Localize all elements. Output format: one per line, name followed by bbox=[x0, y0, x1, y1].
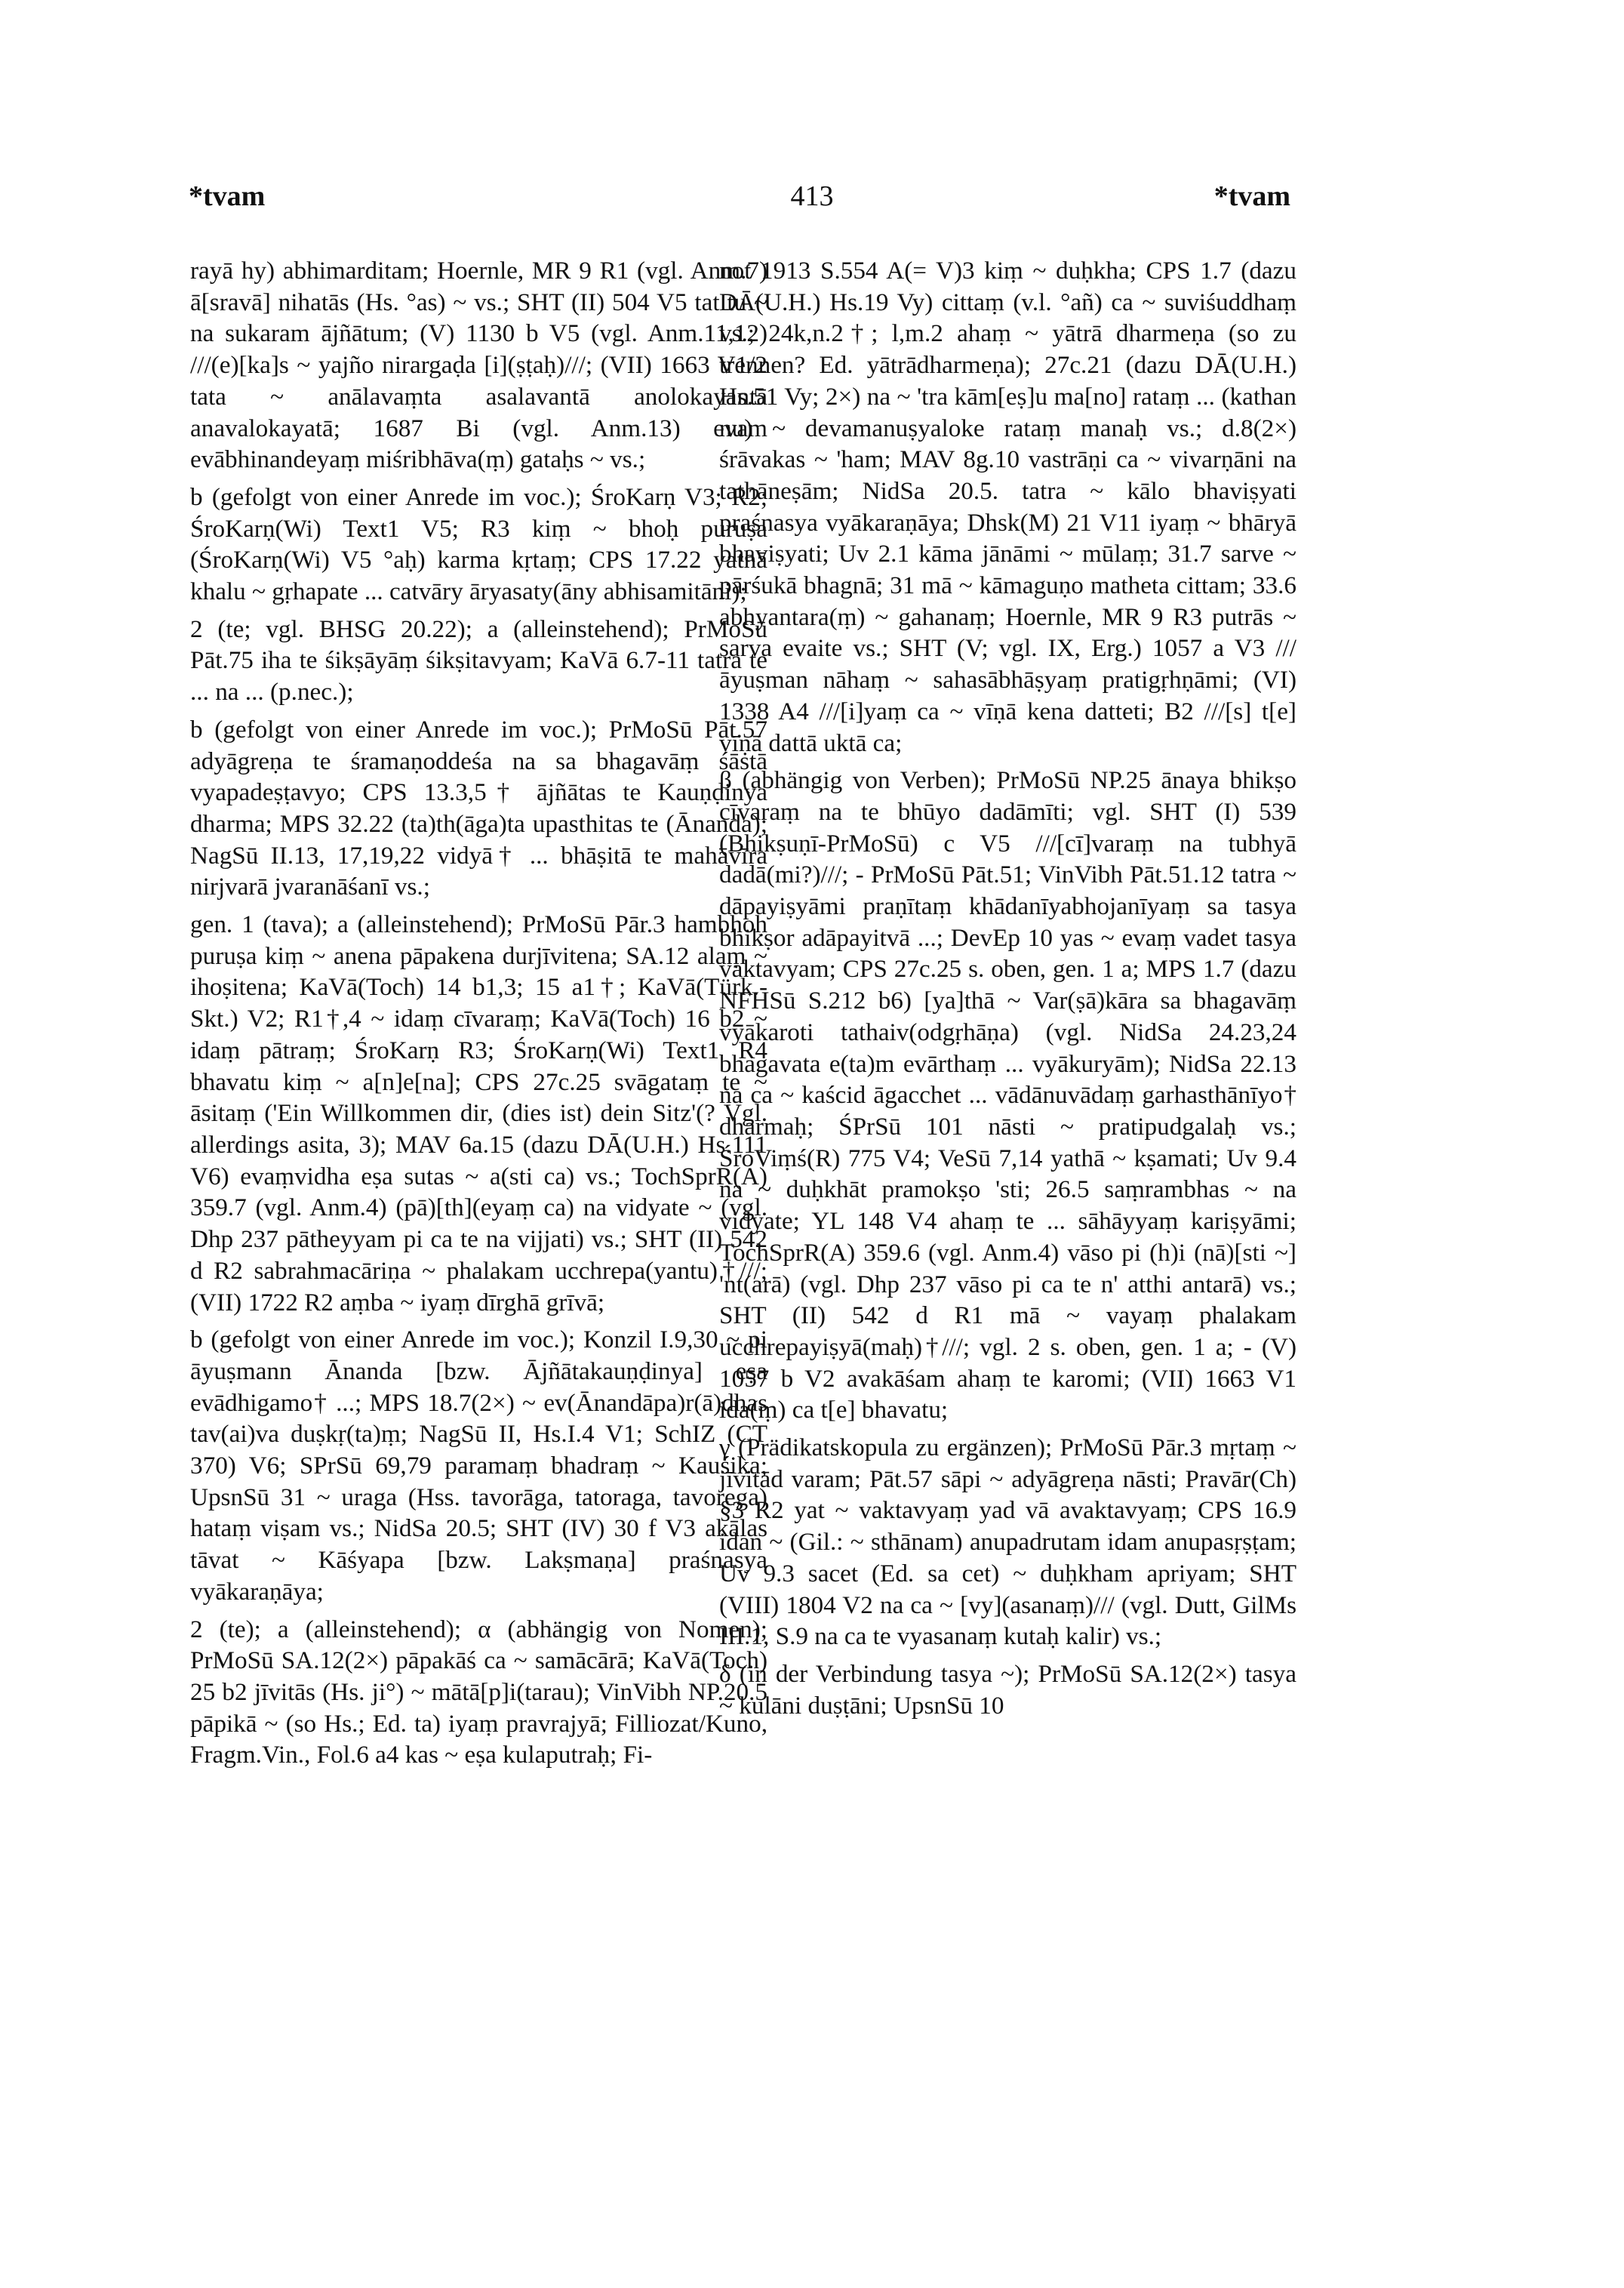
right-column bbox=[719, 255, 1296, 1721]
left-column bbox=[190, 255, 767, 1771]
entry-paragraph: δ (in der Verbindung tasya ~); PrMoSū SA.12(2×) tasya ~ kulāni duṣṭāni; UpsnSū 10 bbox=[719, 1659, 1296, 1720]
page-number: 413 bbox=[790, 180, 834, 212]
header-right-keyword: *tvam bbox=[1213, 180, 1290, 212]
entry-paragraph: b (gefolgt von einer Anrede im voc.); Konzil I.9,30 ~ pi āyuṣmann Ānanda [bzw. Ājñātakauṇḍinya] eṣa evādhigamo† ...; MPS 18.7(2×) ~ ev(Ānandāpa)r(ā)dhas tav(ai)va duṣkṛ(ta)ṃ; NagSū II, Hs.I.4 V1; SchIZ (CT 370) V6; SPrSū 69,79 paramaṃ bhadraṃ ~ Kauśika; UpsnSū 31 ~ uraga (Hss. tavorāga, tatoraga, tavorega) hataṃ viṣam vs.; NidSa 20.5; SHT (IV) 30 f V3 akālas tāvat ~ Kāśyapa [bzw. Lakṣmaṇa] praśnasya vyākaraṇāya; bbox=[190, 1326, 767, 1606]
entry-paragraph: gen. 1 (tava); a (alleinstehend); PrMoSū Pār.3 hambhoḥ puruṣa kiṃ ~ anena pāpakena durjīvitena; SA.12 alaṃ ~ ihoṣitena; KaVā(Toch) 14 b1,3; 15 a1†; KaVā(Türk.-Skt.) V2; R1†,4 ~ idaṃ cīvaraṃ; KaVā(Toch) 16 b2 ~ idaṃ pātraṃ; ŚroKarṇ R3; ŚroKarṇ(Wi) Text1 R4 bhavatu kiṃ ~ a[n]e[na]; CPS 27c.25 svāgataṃ te ~ āsitaṃ ('Ein Willkommen dir, (dies ist) dein Sitz'(? Vgl. allerdings asita, 3); MAV 6a.15 (dazu DĀ(U.H.) Hs.111 V6) evaṃvidha eṣa sutas ~ a(sti ca) vs.; TochSprR(A) 359.7 (vgl. Anm.4) (pā)[th](eyaṃ ca) na vidyate ~ (vgl. Dhp 237 pātheyyam pi ca te na vijjati) vs.; SHT (II) 542 d R2 sabrahmacāriṇa ~ phalakam ucchrepa(yantu)†///; (VII) 1722 R2 aṃba ~ iyaṃ dīrghā grīvā; bbox=[190, 910, 767, 1316]
entry-paragraph: γ (Prädikatskopula zu ergänzen); PrMoSū Pār.3 mṛtaṃ ~ jīvitād varam; Pāt.57 sāpi ~ adyāgreṇa nāsti; Pravār(Ch) §3 R2 yat ~ vaktavyaṃ yad vā avaktavyaṃ; CPS 16.9 idan ~ (Gil.: ~ sthānam) anupadrutam idam anupasṛṣṭam; Uv 9.3 sacet (Ed. sa cet) ~ duḥkham apriyam; SHT (VIII) 1804 V2 na ca ~ [vy](asanaṃ)/// (vgl. Dutt, GilMs III.1, S.9 na ca te vyasanaṃ kutaḥ kalir) vs.; bbox=[719, 1433, 1296, 1651]
entry-paragraph: b (gefolgt von einer Anrede im voc.); ŚroKarṇ V3; R2; ŚroKarṇ(Wi) Text1 V5; R3 kiṃ ~ bhoḥ puruṣa (ŚroKarṇ(Wi) V5 °aḥ) karma kṛtaṃ; CPS 17.22 yathā khalu ~ gṛhapate ... catvāry āryasaty(āny abhisamitāni); bbox=[190, 482, 767, 606]
header-left-keyword: *tvam bbox=[189, 180, 266, 212]
entry-paragraph: b (gefolgt von einer Anrede im voc.); PrMoSū Pāt.57 adyāgreṇa te śramaṇoddeśa na sa bhagavāṃ śāstā vyapadeṣṭavyo; CPS 13.3,5† ājñātas te Kauṇḍinya dharma; MPS 32.22 (ta)th(āga)ta upasthitas te (Ānanda); NagSū II.13, 17,19,22 vidyā† ... bhāṣitā te mahāvīra nirjvarā jvaranāśanī vs.; bbox=[190, 715, 767, 901]
entry-paragraph: 2 (te; vgl. BHSG 20.22); a (alleinstehend); PrMoSū Pāt.75 iha te śikṣāyāṃ śikṣitavyam; KaVā 6.7-11 tatra te ... na ... (p.nec.); bbox=[190, 614, 767, 707]
entry-paragraph: β (abhängig von Verben); PrMoSū NP.25 ānaya bhikṣo cīvaraṃ na te bhūyo dadāmīti; vgl. SHT (I) 539 (Bhikṣuṇī-PrMoSū) c V5 ///[cī]varaṃ na tubhyā dadā(mi?)///; - PrMoSū Pāt.51; VinVibh Pāt.51.12 tatra ~ dāpayiṣyāmi praṇītaṃ khādanīyabhojanīyaṃ sa tasya bhikṣor adāpayitvā ...; DevEp 10 yas ~ evaṃ vadet tasya vaktavyam; CPS 27c.25 s. oben, gen. 1 a; MPS 1.7 (dazu NFHSū S.212 b6) [ya]thā ~ Var(ṣā)kāra sa bhagavāṃ vyākaroti tathaiv(odgṛhāṇa) (vgl. NidSa 24.23,24 bhagavata e(ta)m evārthaṃ ... vyākuryām); NidSa 22.13 na ca ~ kaścid āgacchet ... vādānuvādaṃ garhasthānīyo† dharmaḥ; ŚPrSū 101 nāsti ~ pratipudgalaḥ vs.; ŚroViṃś(R) 775 V4; VeSū 7,14 yathā ~ kṣamati; Uv 9.4 na ~ duḥkhāt pramokṣo 'sti; 26.5 saṃrambhas ~ na vidyate; YL 148 V4 ahaṃ te ... sāhāyyaṃ kariṣyāmi; TochSprR(A) 359.6 (vgl. Anm.4) vāso pi (h)i (nā)[sti ~] 'nt(arā) (vgl. Dhp 237 vāso pi ca te n' atthi antarā) vs.; SHT (II) 542 d R1 mā ~ vayaṃ phalakam ucchrepayiṣyā(maḥ)†///; vgl. 2 s. oben, gen. 1 a; - (V) 1057 b V2 avakāśam ahaṃ te karomi; (VII) 1663 V1 ida(ṃ) ca t[e] bhavatu; bbox=[719, 766, 1296, 1424]
entry-paragraph: not 1913 S.554 A(= V)3 kiṃ ~ duḥkha; CPS 1.7 (dazu DĀ(U.H.) Hs.19 Vy) cittaṃ (v.l. °añ) ca ~ suviśuddhaṃ vs.; 24k,n.2†; l,m.2 ahaṃ ~ yātrā dharmeṇa (so zu trennen? Ed. yātrādharmeṇa); 27c.21 (dazu DĀ(U.H.) Hs.51 Vy; 2×) na ~ 'tra kām[eṣ]u ma[no] rataṃ ... (kathan nu) ~ devamanuṣyaloke rataṃ manaḥ vs.; d.8(2×) śrāvakas ~ 'ham; MAV 8g.10 vastrāṇi ca ~ vivarṇāni na tathāneṣām; NidSa 20.5. tatra ~ kālo bhaviṣyati praśnasya vyākaraṇāya; Dhsk(M) 21 V11 iyaṃ ~ bhāryā bhaviṣyati; Uv 2.1 kāma jānāmi ~ mūlaṃ; 31.7 sarve ~ pārśukā bhagnā; 31 mā ~ kāmaguṇo matheta cittam; 33.6 abhyantara(ṃ) ~ gahanaṃ; Hoernle, MR 9 R3 putrās ~ sarva evaite vs.; SHT (V; vgl. IX, Erg.) 1057 a V3 ///āyuṣman nāhaṃ ~ sahasābhāṣyaṃ pratigṛhṇāmi; (VI) 1338 A4 ///[i]yaṃ ca ~ vīṇā kena datteti; B2 ///[s] t[e] vīṇā dattā uktā ca; bbox=[719, 257, 1296, 757]
page-header bbox=[0, 180, 1624, 232]
entry-paragraph: 2 (te); a (alleinstehend); α (abhängig von Nomen); PrMoSū SA.12(2×) pāpakāś ca ~ samācārā; KaVā(Toch) 25 b2 jīvitās (Hs. ji°) ~ mātā[p]i(tarau); VinVibh NP.20.5 pāpikā ~ (so Hs.; Ed. ta) iyaṃ pravrajyā; Filliozat/Kuno, Fragm.Vin., Fol.6 a4 kas ~ eṣa kulaputraḥ; Fi- bbox=[190, 1615, 767, 1769]
entry-paragraph: rayā hy) abhimarditam; Hoernle, MR 9 R1 (vgl. Anm.7) ā[sravā] nihatās (Hs. °as) ~ vs.; SHT (II) 504 V5 tat tu ~ na sukaram ājñātum; (V) 1130 b V5 (vgl. Anm.11,12) ///(e)[ka]s ~ yajño nirargaḍa [i](ṣṭaḥ)///; (VII) 1663 V1/2 tata ~ anālavaṃta asalavantā anolokayantā anavalokayatā; 1687 Bi (vgl. Anm.13) evam evābhinandeyaṃ miśribhāva(ṃ) gataḥs ~ vs.; bbox=[190, 257, 767, 474]
